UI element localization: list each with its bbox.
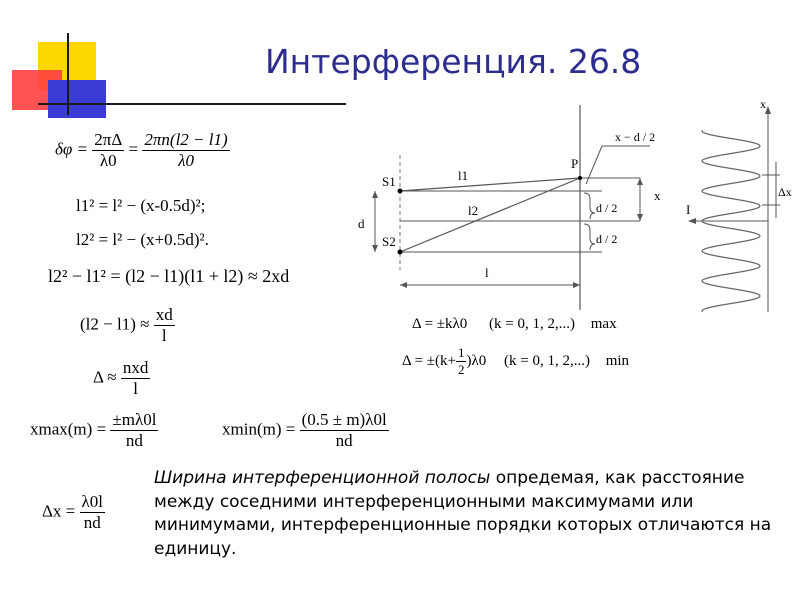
dhalf-brace-2 — [584, 224, 595, 250]
formula-xmax — [30, 410, 158, 451]
condition-max — [412, 316, 617, 333]
point-p — [578, 176, 582, 180]
phase-num2: 2πn(l2 − l1) — [144, 130, 228, 149]
label-l2: l2 — [468, 203, 479, 218]
d-arrow-bottom — [372, 245, 378, 252]
condition-min — [402, 345, 629, 378]
label-dhalf-2: d / 2 — [596, 232, 618, 246]
delta-num: nxd — [122, 358, 149, 377]
xmax-num: ±mλ0l — [112, 410, 157, 429]
l-arrow-left — [400, 282, 407, 288]
d-arrow-top — [372, 191, 378, 198]
delta-lhs: Δ ≈ — [93, 367, 121, 387]
dx-lhs: Δx = — [42, 501, 80, 521]
title-underline — [38, 103, 346, 105]
phase-eq: = — [128, 139, 143, 159]
label-s1: S1 — [382, 174, 396, 189]
graph-label-dx: Δx — [778, 185, 792, 199]
x-arrow-bottom — [637, 214, 643, 221]
formula-phase — [55, 130, 230, 171]
formula-dx — [42, 492, 105, 533]
phase-den2: λ0 — [178, 151, 194, 170]
cond-min-range: (k = 0, 1, 2,...) — [504, 352, 590, 369]
cond-min-tail: )λ0 — [466, 352, 487, 369]
approx-lhs: (l2 − l1) ≈ — [80, 314, 154, 334]
slit-s1 — [398, 189, 403, 194]
cond-max-range: (k = 0, 1, 2,...) — [489, 316, 575, 332]
cond-min-label: min — [605, 352, 630, 369]
formula-approx — [80, 305, 175, 346]
description-paragraph — [154, 467, 794, 561]
label-l1: l1 — [458, 168, 469, 183]
graph-label-I: I — [686, 202, 691, 217]
paragraph-term: Ширина интерференционной полосы — [154, 468, 491, 488]
phase-den1: λ0 — [99, 151, 117, 170]
xmax-den: nd — [125, 431, 143, 450]
delta-den: l — [133, 379, 138, 398]
label-dhalf-1: d / 2 — [596, 201, 618, 215]
page-title: Интерференция. 26.8 — [265, 42, 642, 81]
formula-xmin — [222, 410, 389, 451]
interference-diagram — [340, 100, 800, 315]
phase-lhs: δφ = — [55, 139, 93, 159]
l-arrow-right — [573, 282, 580, 288]
phase-num1: 2πΔ — [94, 130, 123, 149]
label-s2: S2 — [382, 234, 396, 249]
cond-max-label: max — [590, 316, 617, 332]
formula-l1sq: l1² = l² − (x-0.5d)²; — [76, 196, 206, 215]
paragraph-text: опредемая, как расстояние между соседними интерференционными максимумами или минимумами, интерференционные порядки которых отличаются на единицу. — [154, 468, 772, 559]
dx-den: nd — [83, 513, 101, 532]
logo-blue-square — [48, 80, 106, 118]
label-x-minus: x − d / 2 — [615, 130, 656, 144]
graph-I-arrow — [688, 218, 696, 224]
cond-min-half-num: 1 — [457, 345, 465, 360]
dx-num: λ0l — [81, 492, 103, 511]
approx-den: l — [161, 326, 167, 345]
formula-diff: l2² − l1² = (l2 − l1)(l1 + l2) ≈ 2xd — [48, 266, 290, 286]
label-x: x — [654, 188, 661, 203]
label-p: P — [571, 156, 579, 171]
xmin-lhs: xmin(m) = — [222, 419, 300, 439]
x-arrow-top — [637, 178, 643, 185]
cond-max-text: Δ = ±kλ0 — [412, 316, 468, 332]
xmax-lhs: xmax(m) = — [30, 419, 111, 439]
slit-s2 — [398, 250, 403, 255]
dhalf-brace-1 — [584, 193, 595, 219]
approx-num: xd — [155, 305, 173, 324]
cond-min-half-den: 2 — [457, 362, 465, 377]
xmin-num: (0.5 ± m)λ0l — [301, 410, 387, 429]
formula-l2sq: l2² = l² − (x+0.5d)². — [76, 230, 209, 249]
label-d: d — [358, 216, 365, 231]
cond-min-text: Δ = ±(k+ — [402, 352, 456, 369]
formula-delta — [93, 358, 150, 399]
xmin-den: nd — [335, 431, 353, 450]
label-l: l — [485, 265, 489, 280]
graph-label-x: x — [760, 100, 766, 111]
